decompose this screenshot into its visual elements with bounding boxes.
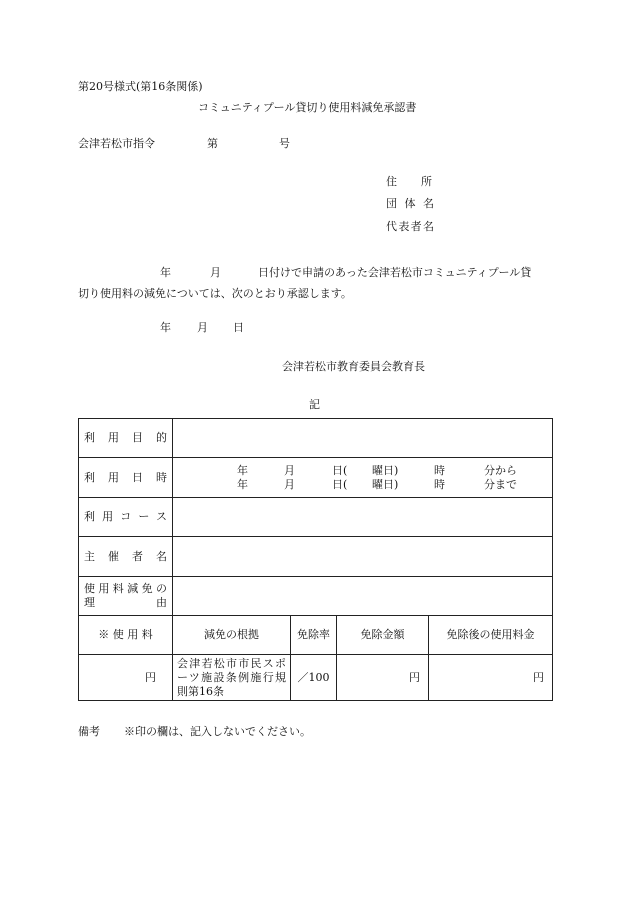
dt-hour: 時 <box>434 477 445 491</box>
rate-value[interactable]: ／100 <box>291 655 337 701</box>
note <box>78 725 311 739</box>
order-go: 号 <box>279 137 290 150</box>
form-number: 第20号様式(第16条関係) <box>78 80 203 93</box>
fee-header: ※ 使 用 料 <box>79 616 173 655</box>
dt-day: 日( <box>332 463 348 477</box>
representative-label: 代表者名 <box>386 220 434 233</box>
datetime-label: 利用日時 <box>79 458 173 498</box>
date-month: 月 <box>197 321 208 334</box>
after-header: 免除後の使用料金 <box>429 616 553 655</box>
address-label: 住所 <box>386 175 432 188</box>
amount-header: 免除金額 <box>337 616 429 655</box>
datetime-value[interactable] <box>173 458 553 498</box>
table-row <box>79 498 553 537</box>
datetime-to <box>237 478 546 492</box>
dt-year: 年 <box>237 477 248 491</box>
purpose-value[interactable] <box>173 419 553 458</box>
dt-weekday: 曜日) <box>372 477 399 491</box>
fee-value[interactable]: 円 <box>79 655 173 701</box>
reason-value[interactable] <box>173 577 553 616</box>
reason-label <box>79 577 173 616</box>
dt-month: 月 <box>284 477 295 491</box>
order-dai: 第 <box>207 137 218 150</box>
reason-label-line1: 使用料減免の <box>84 582 167 595</box>
table-row <box>79 419 553 458</box>
amount-value[interactable]: 円 <box>337 655 429 701</box>
dt-day: 日( <box>332 477 348 491</box>
date-day: 日 <box>233 321 244 334</box>
basis-value: 会津若松市市民スポーツ施設条例施行規則第16条 <box>173 655 291 701</box>
date-year: 年 <box>160 321 171 334</box>
dt-month: 月 <box>284 463 295 477</box>
body-line-2: 切り使用料の減免については、次のとおり承認します。 <box>78 287 352 300</box>
course-label: 利用コース <box>79 498 173 537</box>
dt-hour: 時 <box>434 463 445 477</box>
reason-label-line2: 理由 <box>84 596 167 609</box>
dt-weekday: 曜日) <box>372 463 399 477</box>
table-row <box>79 616 553 655</box>
dt-minute: 分から <box>484 463 517 477</box>
table-row <box>79 537 553 577</box>
table-row <box>79 577 553 616</box>
datetime-from <box>237 464 546 478</box>
organizer-label: 主催者名 <box>79 537 173 577</box>
organizer-value[interactable] <box>173 537 553 577</box>
order-prefix: 会津若松市指令 <box>78 137 155 150</box>
course-value[interactable] <box>173 498 553 537</box>
note-label: 備考 <box>78 725 100 738</box>
basis-header: 減免の根拠 <box>173 616 291 655</box>
purpose-label: 利用目的 <box>79 419 173 458</box>
dt-year: 年 <box>237 463 248 477</box>
table-row <box>79 458 553 498</box>
details-table <box>78 418 553 701</box>
body-year: 年 <box>160 266 171 279</box>
note-text: ※印の欄は、記入しないでください。 <box>124 725 311 738</box>
ki-heading: 記 <box>309 398 320 411</box>
table-row <box>79 655 553 701</box>
issue-date <box>160 321 244 335</box>
body-month: 月 <box>210 266 221 279</box>
body-line-1 <box>160 266 531 280</box>
group-name-label: 団体名 <box>386 197 434 210</box>
document-title: コミュニティプール貸切り使用料減免承認書 <box>198 101 417 114</box>
rate-header: 免除率 <box>291 616 337 655</box>
issuer: 会津若松市教育委員会教育長 <box>282 360 425 373</box>
after-value[interactable]: 円 <box>429 655 553 701</box>
body-line1-rest: 日付けで申請のあった会津若松市コミュニティプール貸 <box>258 266 532 279</box>
dt-minute: 分まで <box>484 477 517 491</box>
